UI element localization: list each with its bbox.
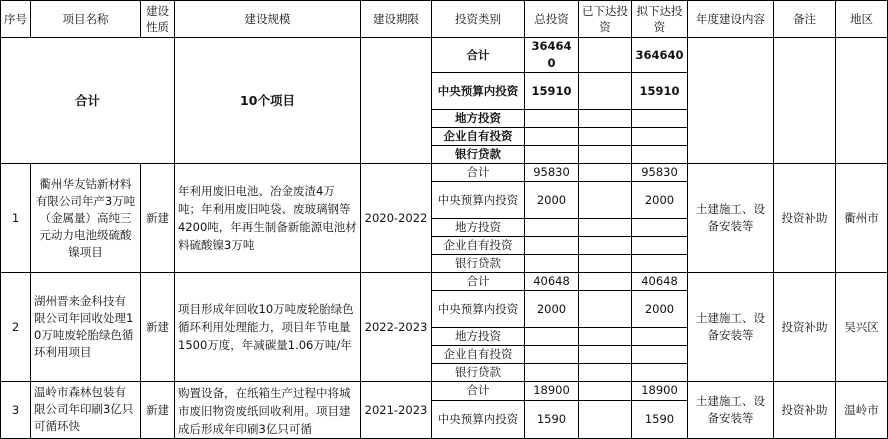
summary-planned: 15910 <box>632 73 688 110</box>
summary-content <box>688 38 774 164</box>
project-nature: 新建 <box>141 164 175 273</box>
header-planned: 拟下达投资 <box>632 1 688 38</box>
project-category: 合计 <box>432 382 525 401</box>
summary-remark <box>774 38 836 164</box>
summary-total <box>525 128 579 146</box>
project-planned: 18900 <box>632 382 688 401</box>
summary-issued <box>579 146 632 164</box>
summary-total <box>525 146 579 164</box>
project-category: 地方投资 <box>432 328 525 346</box>
project-period: 2020-2022 <box>361 164 432 273</box>
header-issued: 已下达投资 <box>579 1 632 38</box>
header-total: 总投资 <box>525 1 579 38</box>
project-category: 银行贷款 <box>432 364 525 382</box>
summary-category: 银行贷款 <box>432 146 525 164</box>
project-issued <box>579 182 632 219</box>
project-row <box>1 164 888 182</box>
project-issued <box>579 273 632 291</box>
header-period: 建设期限 <box>361 1 432 38</box>
summary-category: 中央预算内投资 <box>432 73 525 110</box>
summary-region <box>836 38 888 164</box>
project-scale: 项目形成年回收10万吨废轮胎绿色循环利用处理能力，项目年节电量1500万度，年减碳量1.06万吨/年 <box>175 273 361 382</box>
project-planned <box>632 364 688 382</box>
project-no: 2 <box>1 273 31 382</box>
project-issued <box>579 237 632 255</box>
project-planned: 95830 <box>632 164 688 182</box>
header-category: 投资类别 <box>432 1 525 38</box>
project-planned <box>632 346 688 364</box>
project-category: 中央预算内投资 <box>432 291 525 328</box>
project-no: 1 <box>1 164 31 273</box>
header-no: 序号 <box>1 1 31 38</box>
project-nature: 新建 <box>141 273 175 382</box>
summary-total <box>525 110 579 128</box>
project-category: 中央预算内投资 <box>432 400 525 438</box>
summary-planned <box>632 146 688 164</box>
project-issued <box>579 328 632 346</box>
project-issued <box>579 364 632 382</box>
project-scale: 年利用废旧电池、冶金废渣4万吨；年利用废旧吨袋、废玻璃钢等4200吨，年再生制备新能源电池材料硫酸镍3万吨 <box>175 164 361 273</box>
project-scale: 购置设备，在纸箱生产过程中将城市废旧物资废纸回收利用。项目建成后形成年印刷3亿只可循 <box>175 382 361 439</box>
summary-planned <box>632 110 688 128</box>
summary-category: 地方投资 <box>432 110 525 128</box>
header-row <box>1 1 888 38</box>
header-remark: 备注 <box>774 1 836 38</box>
summary-issued <box>579 38 632 73</box>
summary-issued <box>579 73 632 110</box>
project-total <box>525 237 579 255</box>
summary-total: 364640 <box>525 38 579 73</box>
project-region: 衢州市 <box>836 164 888 273</box>
project-remark: 投资补助 <box>774 164 836 273</box>
project-category: 银行贷款 <box>432 255 525 273</box>
project-total <box>525 255 579 273</box>
project-region: 吴兴区 <box>836 273 888 382</box>
summary-label: 合计 <box>1 38 175 164</box>
project-period: 2021-2023 <box>361 382 432 439</box>
project-category: 合计 <box>432 164 525 182</box>
summary-category: 企业自有投资 <box>432 128 525 146</box>
project-nature: 新建 <box>141 382 175 439</box>
project-total: 40648 <box>525 273 579 291</box>
project-issued <box>579 255 632 273</box>
project-planned <box>632 255 688 273</box>
header-nature: 建设性质 <box>141 1 175 38</box>
project-total: 95830 <box>525 164 579 182</box>
project-remark: 投资补助 <box>774 382 836 439</box>
project-total: 18900 <box>525 382 579 401</box>
project-total <box>525 346 579 364</box>
project-name: 湖州晋来金科技有限公司年回收处理10万吨废轮胎绿色循环利用项目 <box>31 273 141 382</box>
project-planned <box>632 219 688 237</box>
project-content: 土建施工、设备安装等 <box>688 164 774 273</box>
project-no: 3 <box>1 382 31 439</box>
project-category: 企业自有投资 <box>432 346 525 364</box>
project-content: 土建施工、设备安装等 <box>688 382 774 439</box>
project-planned: 1590 <box>632 400 688 438</box>
project-issued <box>579 291 632 328</box>
project-issued <box>579 219 632 237</box>
project-category: 企业自有投资 <box>432 237 525 255</box>
project-issued <box>579 400 632 438</box>
project-total: 2000 <box>525 291 579 328</box>
project-total: 2000 <box>525 182 579 219</box>
project-category: 合计 <box>432 273 525 291</box>
summary-period <box>361 38 432 164</box>
summary-issued <box>579 110 632 128</box>
project-region: 温岭市 <box>836 382 888 439</box>
project-planned: 40648 <box>632 273 688 291</box>
project-total <box>525 219 579 237</box>
project-remark: 投资补助 <box>774 273 836 382</box>
project-total <box>525 328 579 346</box>
project-content: 土建施工、设备安装等 <box>688 273 774 382</box>
summary-total: 15910 <box>525 73 579 110</box>
header-region: 地区 <box>836 1 888 38</box>
project-period: 2022-2023 <box>361 273 432 382</box>
project-name: 衢州华友钴新材料有限公司年产3万吨（金属量）高纯三元动力电池级硫酸镍项目 <box>31 164 141 273</box>
header-project-name: 项目名称 <box>31 1 141 38</box>
project-issued <box>579 346 632 364</box>
summary-planned: 364640 <box>632 38 688 73</box>
project-issued <box>579 382 632 401</box>
project-planned: 2000 <box>632 291 688 328</box>
project-row <box>1 382 888 401</box>
summary-planned <box>632 128 688 146</box>
project-total <box>525 364 579 382</box>
project-planned <box>632 237 688 255</box>
summary-issued <box>579 128 632 146</box>
project-planned <box>632 328 688 346</box>
header-scale: 建设规模 <box>175 1 361 38</box>
project-category: 地方投资 <box>432 219 525 237</box>
summary-scale: 10个项目 <box>175 38 361 164</box>
summary-row <box>1 38 888 73</box>
project-row <box>1 273 888 291</box>
project-name: 温岭市森林包装有限公司年印刷3亿只可循环快 <box>31 382 141 439</box>
project-planned: 2000 <box>632 182 688 219</box>
header-annual-content: 年度建设内容 <box>688 1 774 38</box>
summary-category: 合计 <box>432 38 525 73</box>
project-issued <box>579 164 632 182</box>
project-total: 1590 <box>525 400 579 438</box>
project-category: 中央预算内投资 <box>432 182 525 219</box>
